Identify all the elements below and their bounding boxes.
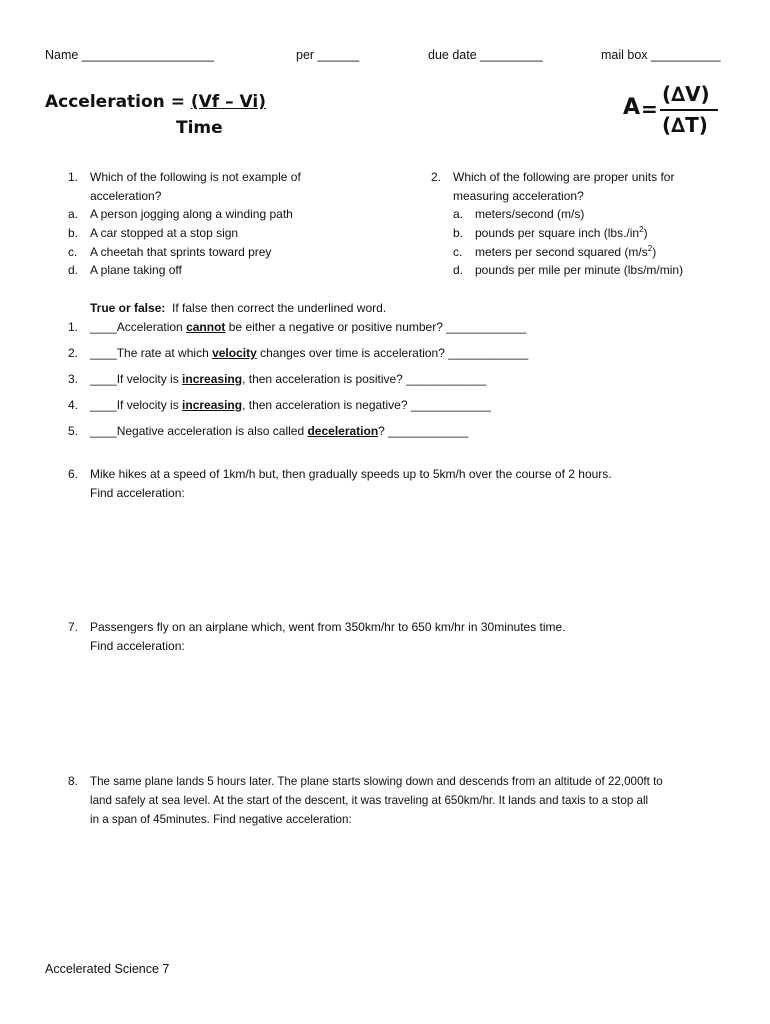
problem-text: The same plane lands 5 hours later. The plane starts slowing down and descends from an altitude of 22,000ft to — [90, 775, 663, 788]
formula-equals: = — [641, 97, 658, 121]
true-false-item[interactable]: 4. ____If velocity is increasing, then acceleration is negative? ____________ — [68, 398, 491, 412]
option-d[interactable]: d. A plane taking off — [68, 263, 182, 277]
delta-formula — [620, 82, 720, 142]
problem-number: 6. — [68, 467, 79, 481]
problem-number: 7. — [68, 620, 79, 634]
true-false-heading: True or false: If false then correct the underlined word. — [90, 301, 387, 315]
option-a[interactable]: a. A person jogging along a winding path — [68, 207, 293, 221]
mail-box-field[interactable]: mail box __________ — [601, 48, 721, 62]
problem-text: in a span of 45minutes. Find negative acceleration: — [90, 813, 352, 826]
underlined-word: increasing — [182, 398, 243, 412]
question-text: acceleration? — [90, 189, 162, 203]
equation-left-label: Acceleration = — [45, 92, 191, 112]
formula-numerator: (∆V) — [662, 82, 710, 106]
underlined-word: velocity — [212, 346, 257, 360]
question-text: measuring acceleration? — [453, 189, 584, 203]
question-number: 2. — [431, 170, 442, 184]
option-c[interactable]: c. A cheetah that sprints toward prey — [68, 245, 272, 259]
acceleration-equation — [45, 92, 266, 112]
due-date-field[interactable]: due date _________ — [428, 48, 543, 62]
true-false-item[interactable]: 2. ____The rate at which velocity changes over time is acceleration? ____________ — [68, 346, 529, 360]
true-false-item[interactable]: 3. ____If velocity is increasing, then acceleration is positive? ____________ — [68, 372, 487, 386]
problem-text: Mike hikes at a speed of 1km/h but, then gradually speeds up to 5km/h over the course of 2 hours. — [90, 467, 612, 481]
equation-numerator: (Vf – Vi) — [190, 92, 266, 112]
formula-lhs: A — [623, 95, 641, 120]
problem-text: land safely at sea level. At the start of the descent, it was traveling at 650km/hr. It lands and taxis to a stop all — [90, 794, 649, 807]
true-false-item[interactable]: 5. ____Negative acceleration is also called deceleration? ____________ — [68, 424, 469, 438]
formula-fraction-bar — [660, 109, 718, 111]
option-b[interactable]: b. A car stopped at a stop sign — [68, 226, 239, 240]
period-field[interactable]: per ______ — [296, 48, 360, 62]
question-text: Which of the following are proper units for — [453, 170, 675, 184]
problem-text: Passengers fly on an airplane which, went from 350km/hr to 650 km/hr in 30minutes time. — [90, 620, 566, 634]
question-number: 1. — [68, 170, 79, 184]
option-c[interactable]: c. meters per second squared $(m/s^2)$ — [453, 244, 657, 259]
underlined-word: increasing — [182, 372, 243, 386]
equation-denominator: Time — [176, 118, 223, 138]
problem-number: 8. — [68, 774, 79, 788]
true-false-item[interactable]: 1. ____Acceleration cannot be either a negative or positive number? ____________ — [68, 320, 527, 334]
problem-prompt: Find acceleration: — [90, 486, 185, 500]
footer-course-name: Accelerated Science 7 — [45, 962, 170, 976]
option-d[interactable]: d. pounds per mile per minute (lbs/m/min) — [453, 263, 684, 277]
option-a[interactable]: a. meters/second (m/s) — [453, 207, 585, 221]
problem-prompt: Find acceleration: — [90, 639, 185, 653]
underlined-word: deceleration — [307, 424, 379, 438]
underlined-word: cannot — [186, 320, 226, 334]
question-text: Which of the following is not example of — [90, 170, 301, 184]
formula-denominator: (∆T) — [662, 113, 708, 137]
option-b[interactable]: b. pounds per square inch $(lbs./in^2)$ — [453, 225, 648, 240]
name-field[interactable]: Name ___________________ — [45, 48, 214, 62]
